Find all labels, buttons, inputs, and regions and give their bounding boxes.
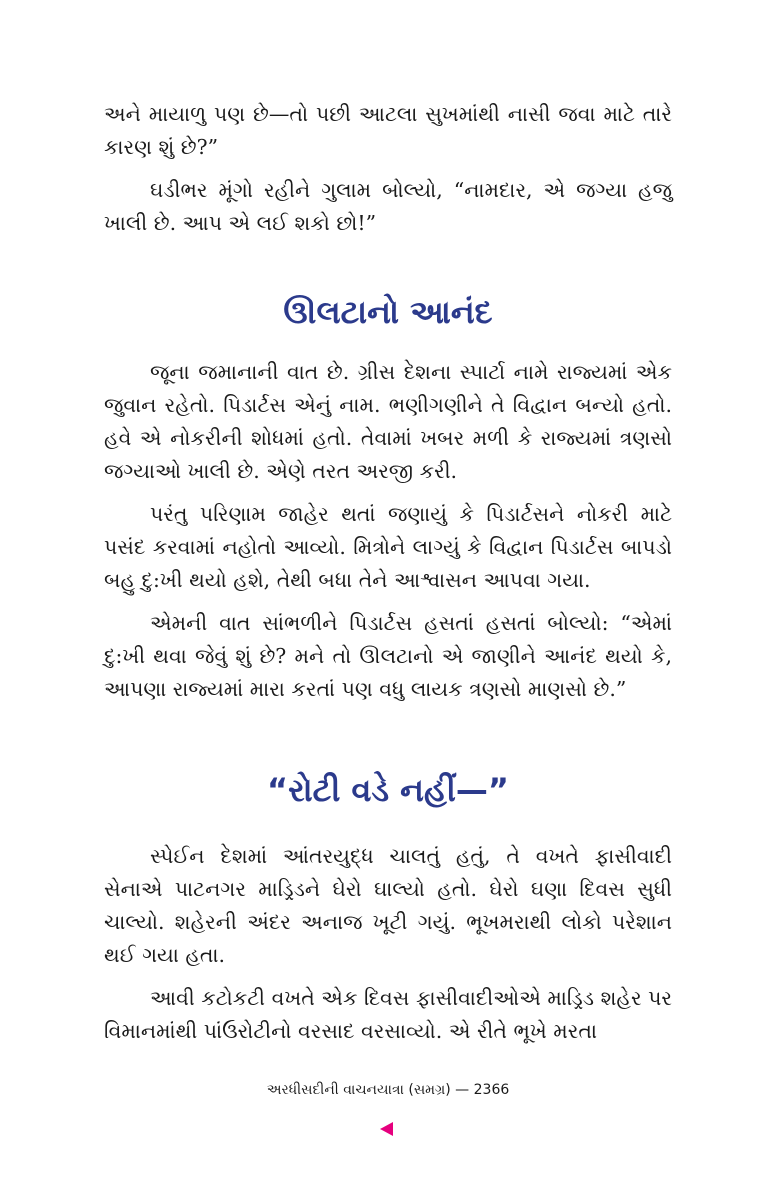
section-heading: “રોટી વડે નહીં—” bbox=[267, 771, 509, 809]
paragraph: આવી કટોકટી વખતે એક દિવસ ફાસીવાદીઓએ માડ્રિડ શહેર પર વિમાનમાંથી પાંઉરોટીનો વરસાદ વરસાવ્યો. એ રીતે ભૂખે મરતા bbox=[104, 986, 672, 1043]
paragraph: અને માયાળુ પણ છે—તો પછી આટલા સુખમાંથી નાસી જવા માટે તારે કારણ શું છે?” bbox=[104, 102, 672, 159]
section-heading: ઊલટાનો આનંદ bbox=[283, 293, 493, 331]
paragraph: સ્પેઈન દેશમાં આંતરયુદ્ધ ચાલતું હતું, તે વખતે ફાસીવાદી સેનાએ પાટનગર માડ્રિડને ઘેરો ઘાલ્યો હતો. ઘેરો ઘણા દિવસ સુધી ચાલ્યો. શહેરની અંદર અનાજ ખૂટી ગયું. ભૂખમરાથી લોકો પરેશાન થઈ ગયા હતા. bbox=[104, 844, 672, 967]
page-footer: અરધીસદીની વાચનયાત્રા (સમગ્ર) — 2366 bbox=[266, 1082, 510, 1098]
previous-arrow-icon[interactable] bbox=[380, 1122, 393, 1136]
paragraph: જૂના જમાનાની વાત છે. ગ્રીસ દેશના સ્પાર્ટા નામે રાજ્યમાં એક જુવાન રહેતો. પિડાર્ટસ એનું નામ. ભણીગણીને તે વિદ્વાન બન્યો હતો. હવે એ નોકરીની શોધમાં હતો. તેવામાં ખબર મળી કે રાજ્યમાં ત્રણસો જગ્યાઓ ખાલી છે. એણે તરત અરજી કરી. bbox=[104, 360, 672, 483]
page-content bbox=[104, 98, 672, 1048]
paragraph: એમની વાત સાંભળીને પિડાર્ટસ હસતાં હસતાં બોલ્યો: “એમાં દુ:ખી થવા જેવું શું છે? મને તો ઊલટાનો એ જાણીને આનંદ થયો કે, આપણા રાજ્યમાં મારા કરતાં પણ વધુ લાયક ત્રણસો માણસો છે.” bbox=[104, 611, 672, 701]
paragraph: ઘડીભર મૂંગો રહીને ગુલામ બોલ્યો, “નામદાર, એ જગ્યા હજુ ખાલી છે. આપ એ લઈ શકો છો!” bbox=[104, 178, 672, 235]
paragraph: પરંતુ પરિણામ જાહેર થતાં જણાયું કે પિડાર્ટસને નોકરી માટે પસંદ કરવામાં નહોતો આવ્યો. મિત્રોને લાગ્યું કે વિદ્વાન પિડાર્ટસ બાપડો બહુ દુ:ખી થયો હશે, તેથી બધા તેને આશ્વાસન આપવા ગયા. bbox=[104, 502, 672, 592]
